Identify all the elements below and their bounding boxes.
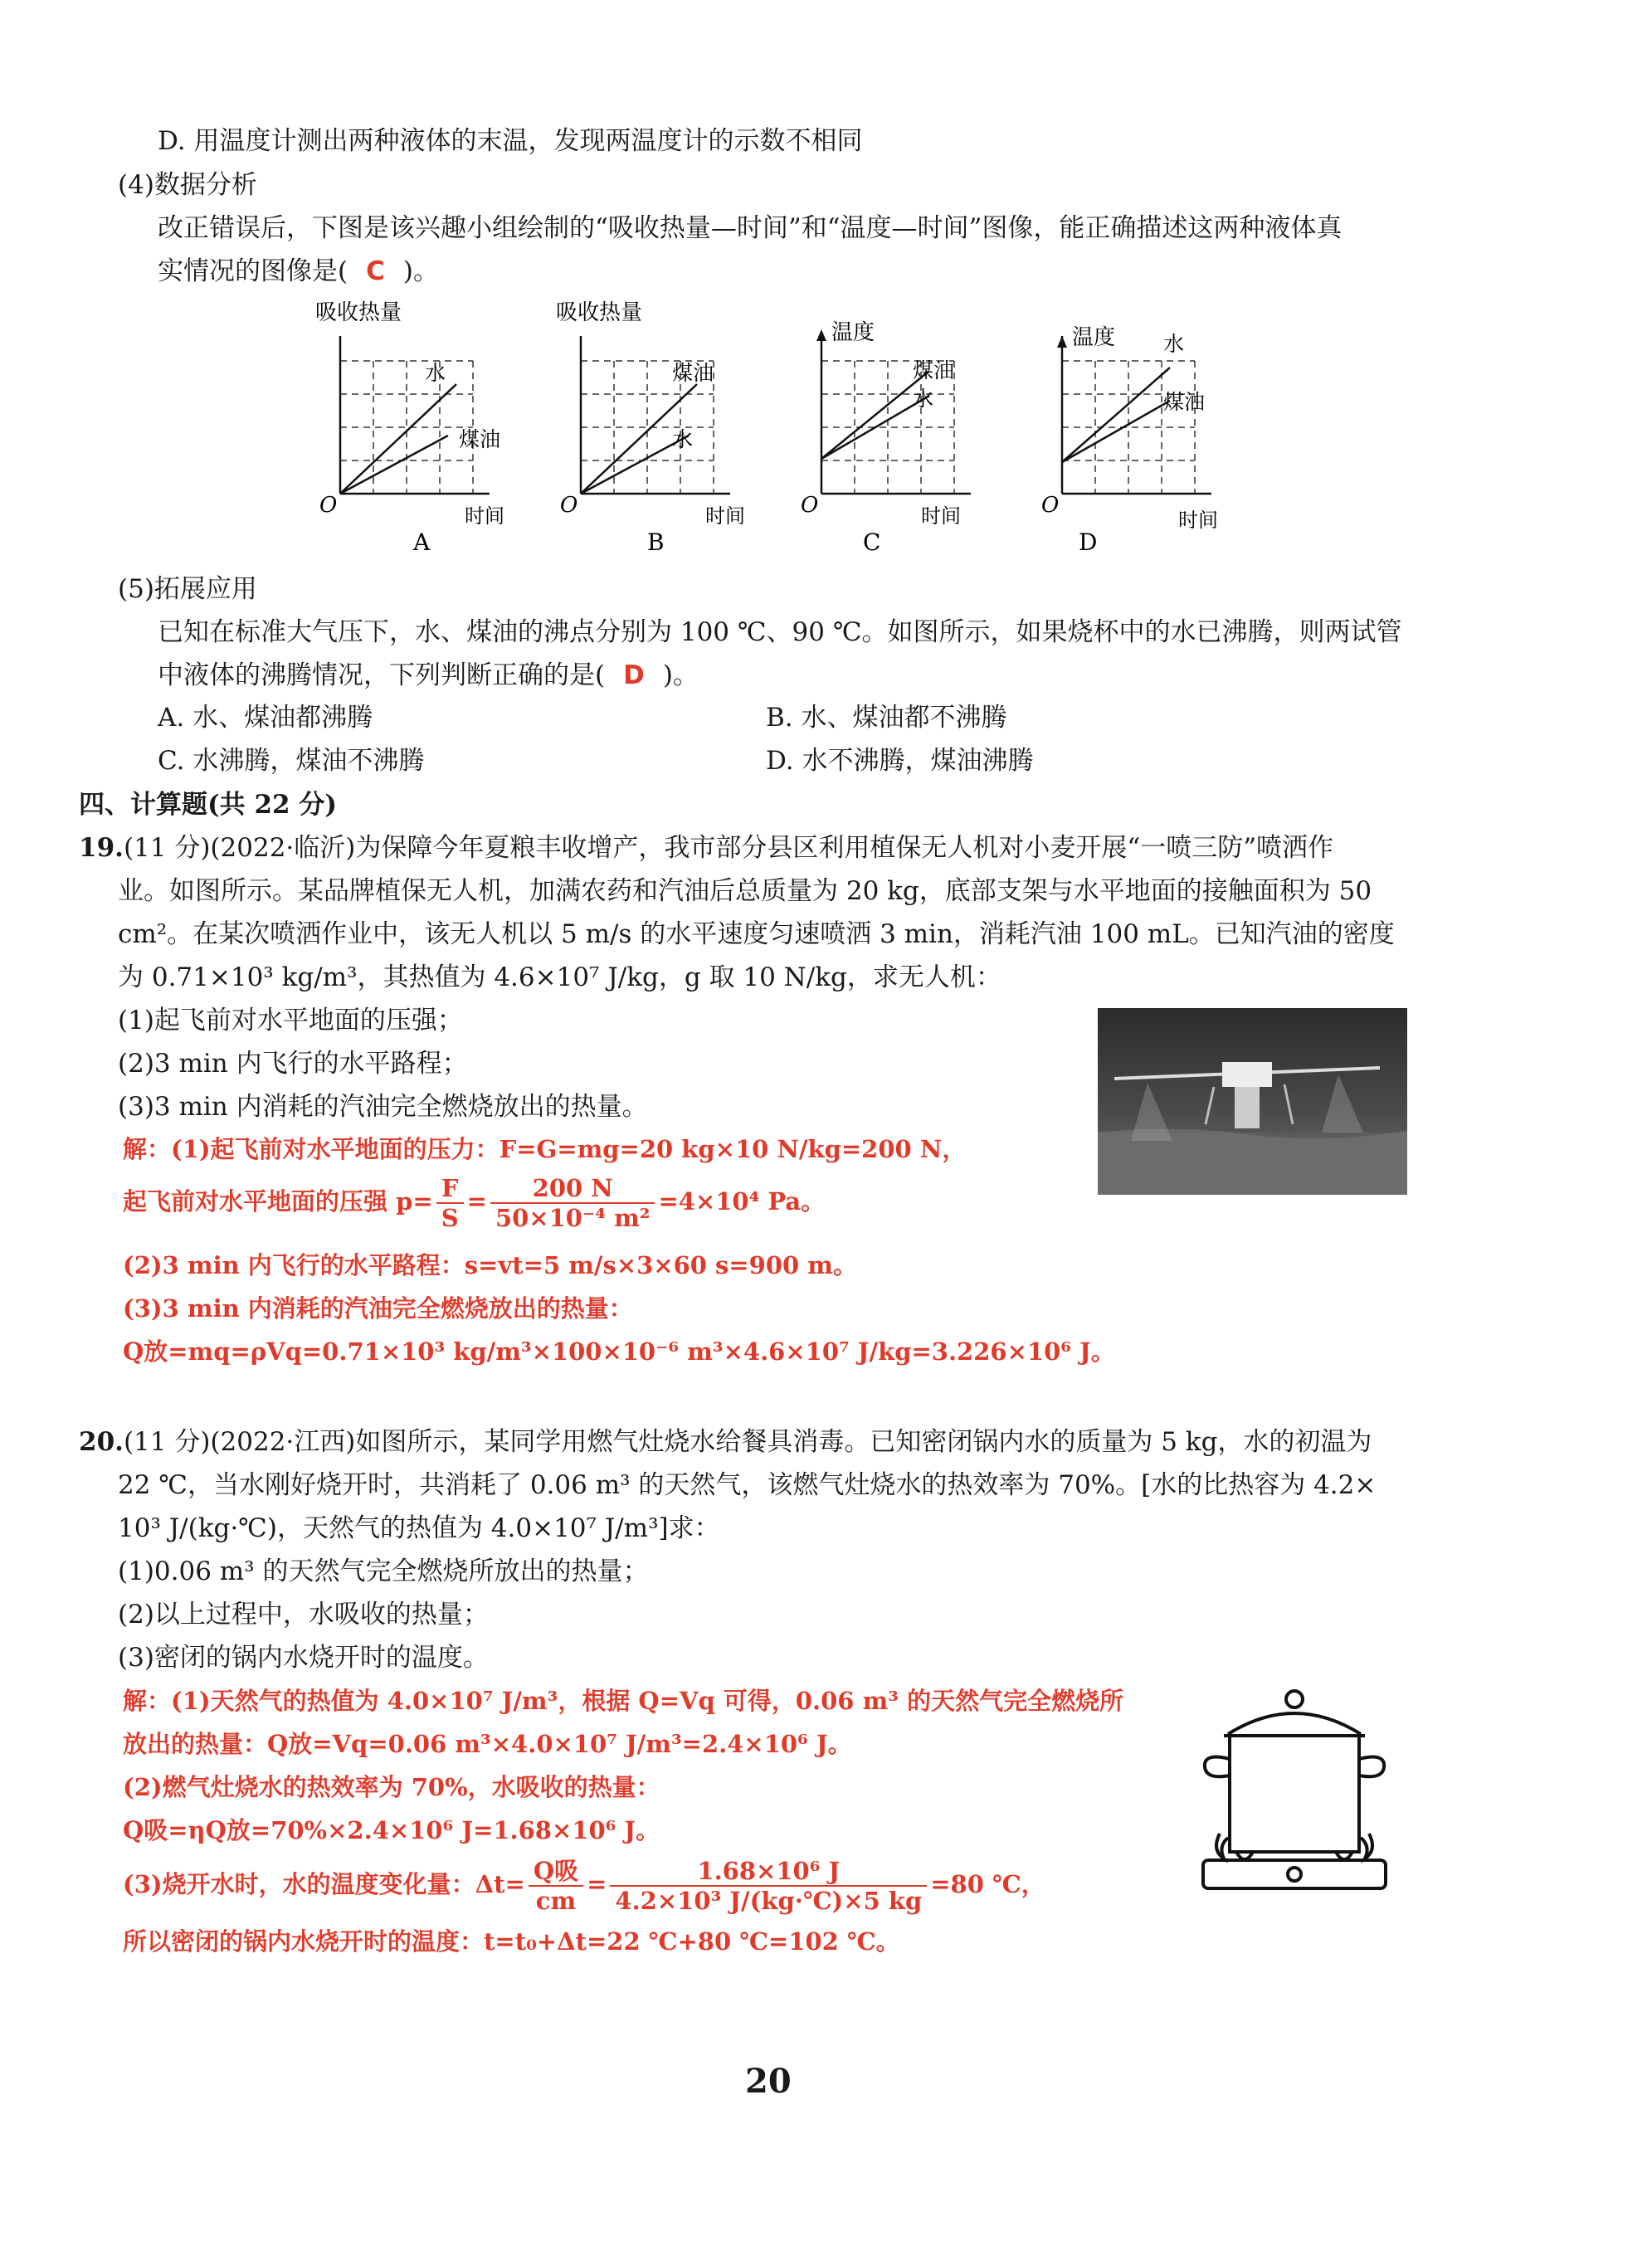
q18-part5-label: (5)拓展应用 — [118, 574, 257, 604]
graph-d-xlabel: 时间 — [1178, 509, 1218, 532]
q20-number: 20. — [79, 1427, 124, 1457]
graph-d-origin: O — [1041, 493, 1060, 518]
q18-part5-answer: D — [623, 660, 645, 690]
q18-part5-stem: 中液体的沸腾情况，下列判断正确的是( — [158, 660, 606, 690]
graph-d-line-kerosene — [1062, 401, 1170, 462]
q18-option-c: C. 水沸腾，煤油不沸腾 — [158, 746, 425, 776]
q19-sub1: (1)起飞前对水平地面的压强； — [118, 1006, 463, 1035]
q20-sub2: (2)以上过程中，水吸收的热量； — [118, 1600, 489, 1630]
q18-part5-close: )。 — [662, 660, 699, 690]
q18-option-d2: D. 水不沸腾，煤油沸腾 — [766, 746, 1034, 776]
graph-a-origin: O — [319, 493, 338, 518]
graph-b-letter: B — [647, 529, 665, 556]
q20-sol5-frac1 — [529, 1857, 583, 1915]
q20-sub1: (1)0.06 m³ 的天然气完全燃烧所放出的热量； — [118, 1557, 649, 1586]
graph-c-letter: C — [863, 529, 881, 556]
graph-d-ylabel: 温度 — [1072, 325, 1116, 350]
section-heading: 四、计算题(共 22 分) — [79, 790, 338, 820]
q19-sol2-result: =4×10⁴ Pa。 — [658, 1187, 826, 1215]
graph-d-lower-label: 煤油 — [1163, 390, 1206, 414]
graph-b-lower-label: 水 — [672, 427, 694, 451]
q19-number: 19. — [79, 833, 124, 863]
q19-frac2-den: 50×10⁻⁴ m² — [495, 1204, 651, 1232]
graph-b — [556, 300, 745, 556]
q20-frac1-den: cm — [535, 1887, 577, 1915]
q20-sol1: 解：(1)天然气的热值为 4.0×10⁷ J/m³，根据 Q=Vq 可得，0.06 m³ 的天然气完全燃烧所 — [123, 1687, 1124, 1715]
graph-a-ylabel: 吸收热量 — [315, 300, 402, 325]
graph-b-upper-label: 煤油 — [672, 361, 714, 385]
graph-b-origin: O — [560, 493, 578, 518]
q20-sol5-eq: = — [587, 1870, 607, 1898]
q18-part4-label: (4)数据分析 — [118, 170, 257, 200]
graph-d-line-water — [1062, 368, 1170, 462]
graph-c-lower-label: 水 — [913, 387, 934, 411]
q19-sol2 — [123, 1174, 825, 1232]
q18-part5-line1: 已知在标准大气压下，水、煤油的沸点分别为 100 ℃、90 ℃。如图所示，如果烧杯中的水已沸腾，则两试管 — [158, 617, 1402, 647]
graph-a-upper-label: 水 — [425, 361, 446, 385]
graph-a — [315, 300, 504, 556]
q20-line1 — [79, 1425, 1372, 1459]
q19-stem-1: (11 分)(2022·临沂)为保障今年夏粮丰收增产，我市部分县区利用植保无人机对小麦开展“一喷三防”喷洒作 — [123, 833, 1334, 863]
q20-sol5-frac2 — [610, 1857, 927, 1915]
q19-frac1-num: F — [436, 1174, 464, 1204]
q20-sol3: (2)燃气灶烧水的热效率为 70%，水吸收的热量： — [123, 1773, 660, 1801]
q20-sub3: (3)密闭的锅内水烧开时的温度。 — [118, 1643, 489, 1673]
q20-line3: 10³ J/(kg·℃)，天然气的热值为 4.0×10⁷ J/m³]求： — [118, 1513, 720, 1543]
q18-option-a: A. 水、煤油都沸腾 — [158, 703, 373, 733]
q19-sub2: (2)3 min 内飞行的水平路程； — [118, 1049, 468, 1079]
q20-sol2: 放出的热量：Q放=Vq=0.06 m³×4.0×10⁷ J/m³=2.4×10⁶ J。 — [123, 1730, 852, 1758]
q20-sol4: Q吸=ηQ放=70%×2.4×10⁶ J=1.68×10⁶ J。 — [123, 1816, 660, 1844]
q19-sol2-stem: 起飞前对水平地面的压强 p= — [123, 1187, 433, 1215]
page-number: 20 — [745, 2062, 792, 2101]
q20-sol5-stem: (3)烧开水时，水的温度变化量：Δt= — [123, 1870, 525, 1898]
q19-sol2-eq: = — [466, 1187, 487, 1215]
drone-photo — [1098, 1008, 1407, 1195]
graph-c-line-kerosene — [821, 371, 929, 459]
q19-sol2-frac1 — [436, 1174, 464, 1232]
q19-sol1: 解：(1)起飞前对水平地面的压力：F=G=mg=20 kg×10 N/kg=200 N， — [123, 1135, 967, 1163]
q18-part4-line2 — [158, 255, 439, 288]
q18-part4-line1: 改正错误后，下图是该兴趣小组绘制的“吸收热量—时间”和“温度—时间”图像，能正确描述这两种液体真 — [158, 213, 1343, 243]
graph-c-ylabel: 温度 — [831, 320, 875, 345]
q18-part4-close: )。 — [402, 256, 439, 286]
q20-sol5-result: =80 ℃， — [930, 1870, 1045, 1898]
q19-sol5: Q放=mq=ρVq=0.71×10³ kg/m³×100×10⁻⁶ m³×4.6×10⁷ J/kg=3.226×10⁶ J。 — [123, 1337, 1115, 1366]
graph-d-upper-label: 水 — [1163, 332, 1185, 356]
graph-d — [1041, 325, 1218, 556]
graph-a-line-kerosene — [340, 436, 448, 494]
q18-part4-stem: 实情况的图像是( — [158, 256, 348, 286]
q19-frac1-den: S — [441, 1204, 459, 1232]
graph-c-origin: O — [801, 493, 819, 518]
q20-sol6: 所以密闭的锅内水烧开时的温度：t=t₀+Δt=22 ℃+80 ℃=102 ℃。 — [123, 1927, 900, 1956]
q19-sol2-frac2 — [490, 1174, 655, 1232]
graph-b-xlabel: 时间 — [705, 504, 745, 528]
q19-sol3: (2)3 min 内飞行的水平路程：s=vt=5 m/s×3×60 s=900 m。 — [123, 1251, 857, 1279]
q19-line3: cm²。在某次喷洒作业中，该无人机以 5 m/s 的水平速度匀速喷洒 3 min，消耗汽油 100 mL。已知汽油的密度 — [118, 919, 1395, 949]
graph-a-letter: A — [413, 529, 431, 556]
q20-frac2-num: 1.68×10⁶ J — [610, 1857, 927, 1887]
q18-part4-answer: C — [366, 256, 385, 286]
graph-b-ylabel: 吸收热量 — [556, 300, 643, 325]
q20-stem-1: (11 分)(2022·江西)如图所示，某同学用燃气灶烧水给餐具消毒。已知密闭锅内水的质量为 5 kg，水的初温为 — [123, 1427, 1372, 1457]
graph-d-letter: D — [1079, 529, 1098, 556]
graph-a-lower-label: 煤油 — [459, 427, 501, 451]
q19-sol4: (3)3 min 内消耗的汽油完全燃烧放出的热量： — [123, 1294, 633, 1323]
graph-c-xlabel: 时间 — [921, 504, 961, 528]
q18-option-d: D. 用温度计测出两种液体的末温，发现两温度计的示数不相同 — [158, 126, 863, 156]
q20-line2: 22 ℃，当水刚好烧开时，共消耗了 0.06 m³ 的天然气，该燃气灶烧水的热效率为 70%。[水的比热容为 4.2× — [118, 1470, 1377, 1500]
graph-a-line-water — [340, 384, 456, 494]
q20-frac2-den: 4.2×10³ J/(kg·℃)×5 kg — [615, 1887, 923, 1915]
q18-option-b: B. 水、煤油都不沸腾 — [766, 703, 1007, 733]
q18-part5-line2 — [158, 659, 699, 692]
graph-c-upper-label: 煤油 — [913, 358, 955, 382]
q20-frac1-num: Q吸 — [529, 1857, 583, 1887]
q19-line1 — [79, 831, 1333, 865]
q19-sub3: (3)3 min 内消耗的汽油完全燃烧放出的热量。 — [118, 1092, 648, 1122]
q19-frac2-num: 200 N — [490, 1174, 655, 1204]
q18-graphs — [315, 295, 1261, 564]
graph-c — [801, 320, 971, 556]
graph-a-xlabel: 时间 — [465, 504, 504, 528]
q19-line2: 业。如图所示。某品牌植保无人机，加满农药和汽油后总质量为 20 kg，底部支架与水平地面的接触面积为 50 — [118, 876, 1372, 906]
pot-on-stove-illustration — [1187, 1676, 1402, 1896]
q20-sol5 — [123, 1857, 1045, 1915]
q19-line4: 为 0.71×10³ kg/m³，其热值为 4.6×10⁷ J/kg，g 取 10 N/kg，求无人机： — [118, 962, 1001, 992]
